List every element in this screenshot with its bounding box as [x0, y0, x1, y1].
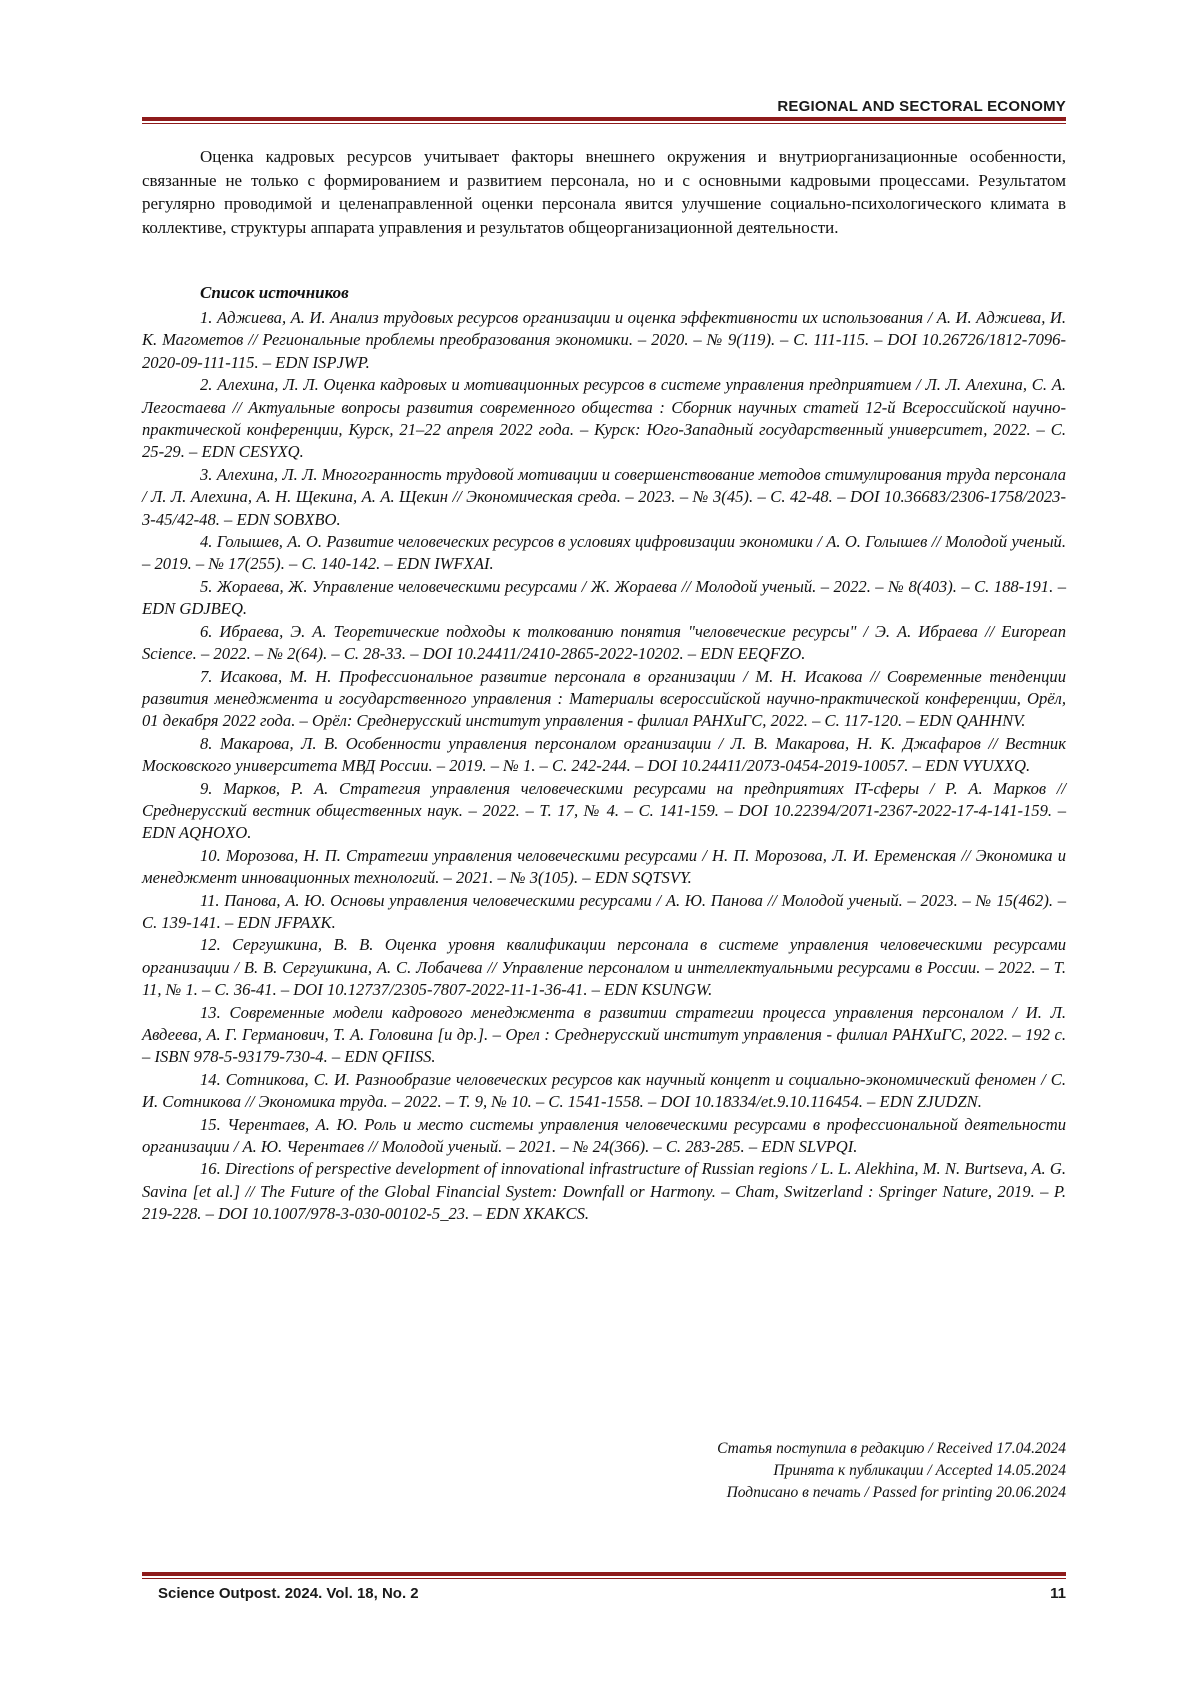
reference-item: 6. Ибраева, Э. А. Теоретические подходы к толкованию понятия "человеческие ресурсы" / Э. А. Ибраева // European Science. – 2022. – № 2(64). – С. 28-33. – DOI 10.24411/2410-2865-2022-10202. – EDN EEQFZO. — [142, 621, 1066, 664]
references-title: Список источников — [200, 283, 349, 302]
reference-item: 1. Аджиева, А. И. Анализ трудовых ресурсов организации и оценка эффективности их использования / А. И. Аджиева, И. К. Магометов // Региональные проблемы преобразования экономики. – 2020. – № 9(119). – С. 111-115. – DOI 10.26726/1812-7096-2020-09-111-115. – EDN ISPJWP. — [142, 308, 1066, 372]
header-rule — [142, 117, 1066, 124]
footer-journal-citation: Science Outpost. 2024. Vol. 18, No. 2 — [158, 1585, 419, 1602]
footer-rule — [142, 1572, 1066, 1579]
references-list — [142, 307, 1066, 1226]
printing-date: Подписано в печать / Passed for printing 20.06.2024 — [726, 1484, 1066, 1501]
reference-item: 14. Сотникова, С. И. Разнообразие человеческих ресурсов как научный концепт и социально-экономический феномен / С. И. Сотникова // Экономика труда. – 2022. – Т. 9, № 10. – С. 1541-1558. – DOI 10.18334/et.9.10.116454. – EDN ZJUDZN. — [142, 1069, 1066, 1112]
reference-item: 5. Жораева, Ж. Управление человеческими ресурсами / Ж. Жораева // Молодой ученый. – 2022. – № 8(403). – С. 188-191. – EDN GDJBEQ. — [142, 576, 1066, 619]
footer-rule-thin — [142, 1578, 1066, 1579]
page-number: 11 — [1050, 1585, 1066, 1602]
received-date: Статья поступила в редакцию / Received 17.04.2024 — [717, 1440, 1066, 1457]
reference-item: 4. Голышев, А. О. Развитие человеческих ресурсов в условиях цифровизации экономики / А. О. Голышев // Молодой ученый. – 2019. – № 17(255). – С. 140-142. – EDN IWFXAI. — [142, 532, 1066, 574]
reference-item: 9. Марков, Р. А. Стратегия управления человеческими ресурсами на предприятиях IT-сферы / Р. А. Марков // Среднерусский вестник общественных наук. – 2022. – Т. 17, № 4. – С. 141-159. – DOI 10.22394/2071-2367-2022-17-4-141-159. – EDN AQHOXO. — [142, 778, 1066, 843]
reference-item: 8. Макарова, Л. В. Особенности управления персоналом организации / Л. В. Макарова, Н. К. Джафаров // Вестник Московского университета МВД России. – 2019. – № 1. – С. 242-244. – DOI 10.24411/2073-0454-2019-10057. – EDN VYUXXQ. — [142, 733, 1066, 776]
reference-item: 15. Черентаев, А. Ю. Роль и место системы управления человеческими ресурсами в профессиональной деятельности организации / А. Ю. Черентаев // Молодой ученый. – 2021. – № 24(366). – С. 283-285. – EDN SLVPQI. — [142, 1114, 1066, 1157]
reference-item: 11. Панова, А. Ю. Основы управления человеческими ресурсами / А. Ю. Панова // Молодой ученый. – 2023. – № 15(462). – С. 139-141. – EDN JFPAXK. — [142, 890, 1066, 932]
reference-item: 3. Алехина, Л. Л. Многогранность трудовой мотивации и совершенствование методов стимулирования труда персонала / Л. Л. Алехина, А. Н. Щекина, А. А. Щекин // Экономическая среда. – 2023. – № 3(45). – С. 42-48. – DOI 10.36683/2306-1758/2023-3-45/42-48. – EDN SOBXBO. — [142, 464, 1066, 529]
reference-item: 12. Сергушкина, В. В. Оценка уровня квалификации персонала в системе управления человеческими ресурсами организации / В. В. Сергушкина, А. С. Лобачева // Управление персоналом и интеллектуальными ресурсами в России. – 2022. – Т. 11, № 1. – С. 36-41. – DOI 10.12737/2305-7807-2022-11-1-36-41. – EDN KSUNGW. — [142, 935, 1066, 1000]
reference-item: 13. Современные модели кадрового менеджмента в развитии стратегии процесса управления персоналом / И. Л. Авдеева, А. Г. Германович, Т. А. Головина [и др.]. – Орел : Среднерусский институт управления - филиал РАНХиГС, 2022. – 192 с. – ISBN 978-5-93179-730-4. – EDN QFIISS. — [142, 1002, 1066, 1067]
reference-item: 7. Исакова, М. Н. Профессиональное развитие персонала в организации / М. Н. Исакова // Современные тенденции развития менеджмента и государственного управления : Материалы всероссийской научно-практической конференции, Орёл, 01 декабря 2022 года. – Орёл: Среднерусский институт управления - филиал РАНХиГС, 2022. – С. 117-120. – EDN QAHHNV. — [142, 666, 1066, 731]
reference-item: 2. Алехина, Л. Л. Оценка кадровых и мотивационных ресурсов в системе управления предприятием / Л. Л. Алехина, С. А. Легостаева // Актуальные вопросы развития современного общества : Сборник научных статей 12-й Всероссийской научно-практической конференции, Курск, 21–22 апреля 2022 года. – Курск: Юго-Западный государственный университет, 2022. – С. 25-29. – EDN CESYXQ. — [142, 375, 1066, 462]
body-paragraph: Оценка кадровых ресурсов учитывает факторы внешнего окружения и внутриорганизационные особенности, связанные не только с формированием и развитием персонала, но и с основными кадровыми процессами. Результатом регулярно проводимой и целенаправленной оценки персонала явится улучшение социально-психологического климата в коллективе, структуры аппарата управления и результатов общеорганизационной деятельности. — [142, 147, 1066, 237]
accepted-date: Принята к публикации / Accepted 14.05.2024 — [773, 1462, 1066, 1479]
header-rule-thick — [142, 117, 1066, 121]
reference-item: 16. Directions of perspective development of innovational infrastructure of Russian regions / L. L. Alekhina, M. N. Burtseva, A. G. Savina [et al.] // The Future of the Global Financial System: Downfall or Harmony. – Cham, Switzerland : Springer Nature, 2019. – P. 219-228. – DOI 10.1007/978-3-030-00102-5_23. – EDN XKAKCS. — [142, 1159, 1066, 1224]
running-header-title: REGIONAL AND SECTORAL ECONOMY — [777, 98, 1066, 115]
footer-rule-thick — [142, 1572, 1066, 1576]
reference-item: 10. Морозова, Н. П. Стратегии управления человеческими ресурсами / Н. П. Морозова, Л. И. Еременская // Экономика и менеджмент инновационных технологий. – 2021. – № 3(105). – EDN SQTSVY. — [142, 845, 1066, 888]
article-dates — [542, 1438, 1066, 1504]
header-rule-thin — [142, 123, 1066, 124]
